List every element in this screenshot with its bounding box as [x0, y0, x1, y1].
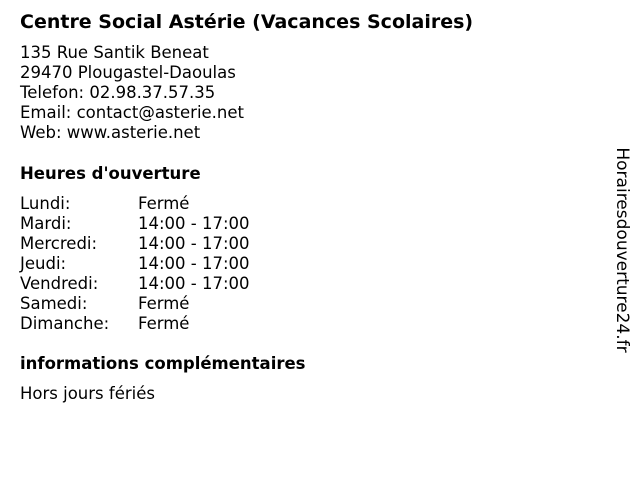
web-text: Web: www.asterie.net — [20, 123, 201, 142]
day-label: Dimanche: — [20, 314, 110, 333]
site-watermark: Horairesdouverture24.fr — [612, 147, 632, 353]
day-label: Jeudi: — [20, 254, 67, 273]
hours-table — [20, 194, 250, 334]
day-hours: 14:00 - 17:00 — [138, 254, 250, 273]
day-hours: Fermé — [138, 294, 190, 313]
day-hours: 14:00 - 17:00 — [138, 274, 250, 293]
address-line-street: 135 Rue Santik Beneat — [20, 43, 209, 62]
page-title: Centre Social Astérie (Vacances Scolaires) — [20, 11, 474, 33]
hours-row-mercredi — [20, 234, 250, 254]
day-hours: 14:00 - 17:00 — [138, 214, 250, 233]
hours-row-lundi — [20, 194, 250, 214]
hours-row-vendredi — [20, 274, 250, 294]
contact-block — [20, 43, 244, 143]
hours-heading: Heures d'ouverture — [20, 164, 201, 183]
hours-row-mardi — [20, 214, 250, 234]
hours-row-jeudi — [20, 254, 250, 274]
info-heading: informations complémentaires — [20, 354, 306, 373]
day-label: Vendredi: — [20, 274, 99, 293]
hours-row-dimanche — [20, 314, 250, 334]
address-line-city: 29470 Plougastel-Daoulas — [20, 63, 236, 82]
day-hours: 14:00 - 17:00 — [138, 234, 250, 253]
day-hours: Fermé — [138, 194, 190, 213]
day-label: Mercredi: — [20, 234, 98, 253]
day-label: Samedi: — [20, 294, 88, 313]
phone-text: Telefon: 02.98.37.57.35 — [20, 83, 216, 102]
day-hours: Fermé — [138, 314, 190, 333]
hours-row-samedi — [20, 294, 250, 314]
email-text: Email: contact@asterie.net — [20, 103, 244, 122]
day-label: Mardi: — [20, 214, 72, 233]
info-text: Hors jours fériés — [20, 384, 155, 403]
day-label: Lundi: — [20, 194, 71, 213]
